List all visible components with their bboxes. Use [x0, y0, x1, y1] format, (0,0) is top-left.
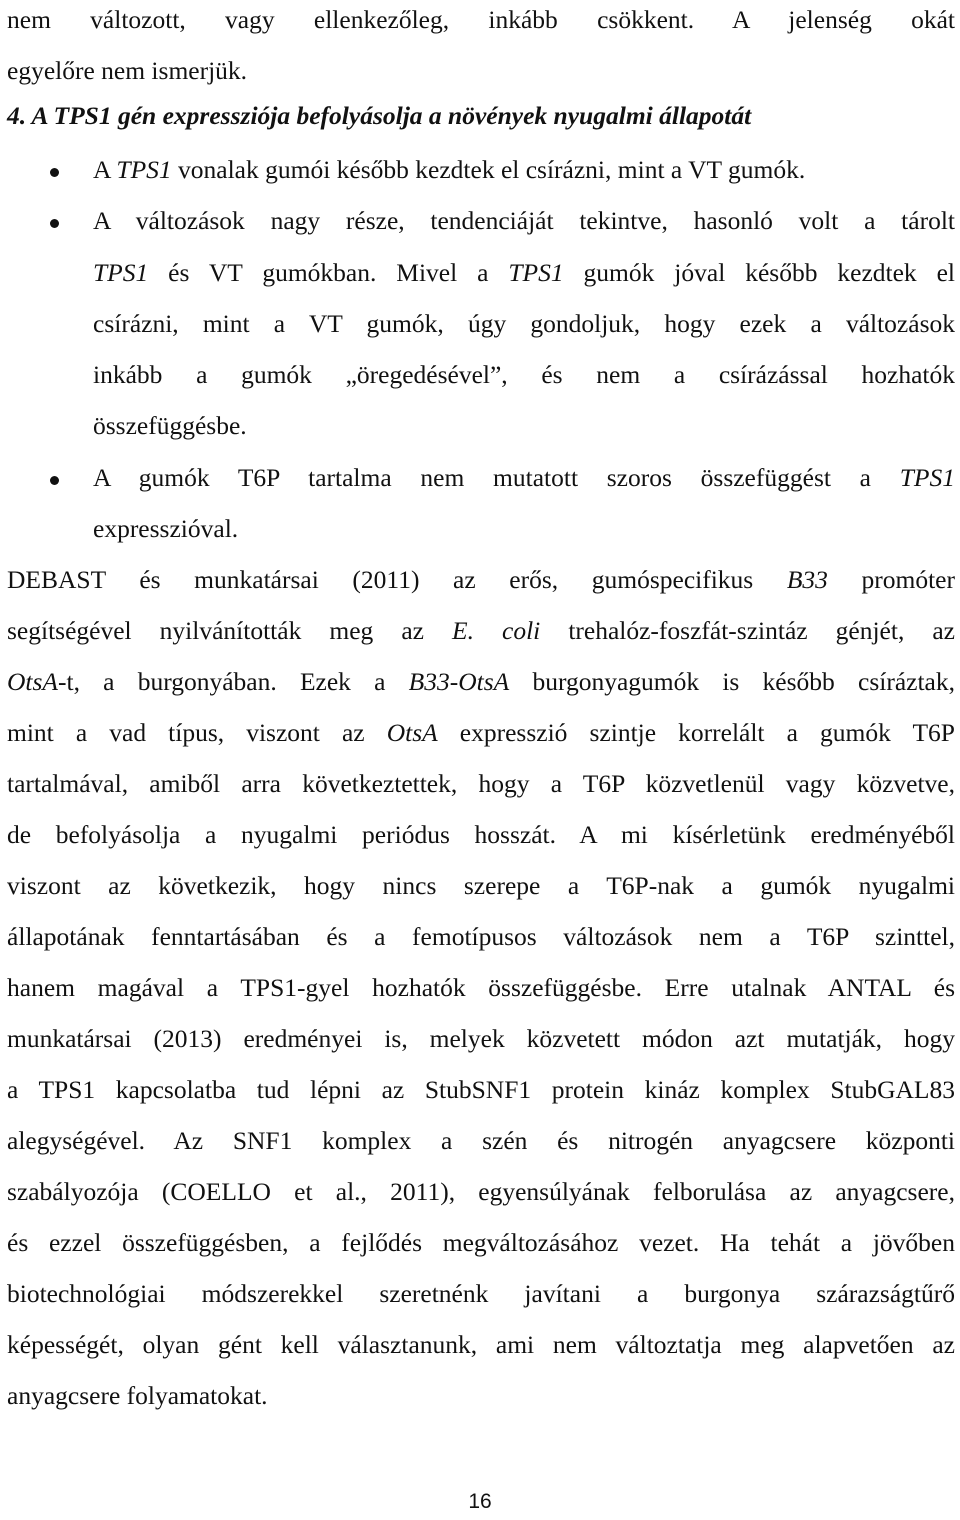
paragraph-line-6: de befolyásolja a nyugalmi periódus hosszát. A mi kísérletünk eredményéből: [7, 820, 955, 849]
paragraph-line-10: munkatársai (2013) eredményei is, melyek közvetett módon azt mutatják, hogy: [7, 1024, 955, 1053]
bullet-item-2-line-2: TPS1 és VT gumókban. Mivel a TPS1 gumók jóval később kezdtek el: [93, 258, 955, 287]
paragraph-line-13: szabályozója (COELLO et al., 2011), egyensúlyának felborulása az anyagcsere,: [7, 1177, 955, 1206]
bullet-item-2-line-1: A változások nagy része, tendenciáját tekintve, hasonló volt a tárolt: [93, 206, 955, 235]
paragraph-line-5: tartalmával, amiből arra következtettek, hogy a T6P közvetlenül vagy közvetve,: [7, 769, 955, 798]
bullet-item-2-line-3: csírázni, mint a VT gumók, úgy gondoljuk, hogy ezek a változások: [93, 309, 955, 338]
paragraph-line-12: alegységével. Az SNF1 komplex a szén és nitrogén anyagcsere központi: [7, 1126, 955, 1155]
text-line-1: nem változott, vagy ellenkezőleg, inkább csökkent. A jelenség okát: [7, 5, 955, 34]
paragraph-line-17: anyagcsere folyamatokat.: [7, 1381, 268, 1410]
paragraph-line-15: biotechnológiai módszerekkel szeretnénk javítani a burgonya szárazságtűrő: [7, 1279, 955, 1308]
paragraph-line-11: a TPS1 kapcsolatba tud lépni az StubSNF1 protein kináz komplex StubGAL83: [7, 1075, 955, 1104]
page-number: 16: [468, 1490, 492, 1513]
section-heading: 4. A TPS1 gén expressziója befolyásolja a növények nyugalmi állapotát: [7, 101, 752, 130]
paragraph-line-14: és ezzel összefüggésben, a fejlődés megváltozásához vezet. Ha tehát a jövőben: [7, 1228, 955, 1257]
bullet-item-3-line-1: A gumók T6P tartalma nem mutatott szoros összefüggést a TPS1: [93, 463, 955, 492]
bullet-item-2-line-5: összefüggésbe.: [93, 411, 247, 440]
bullet-2: [50, 219, 59, 228]
bullet-1: [50, 168, 59, 177]
paragraph-line-4: mint a vad típus, viszont az OtsA expresszió szintje korrelált a gumók T6P: [7, 718, 955, 747]
paragraph-line-1: DEBAST és munkatársai (2011) az erős, gumóspecifikus B33 promóter: [7, 565, 955, 594]
paragraph-line-9: hanem magával a TPS1-gyel hozhatók összefüggésbe. Erre utalnak ANTAL és: [7, 973, 955, 1002]
text-line-2: egyelőre nem ismerjük.: [7, 56, 248, 85]
bullet-item-3-line-2: expresszióval.: [93, 514, 239, 543]
paragraph-line-16: képességét, olyan gént kell választanunk, ami nem változtatja meg alapvetően az: [7, 1330, 955, 1359]
paragraph-line-7: viszont az következik, hogy nincs szerepe a T6P-nak a gumók nyugalmi: [7, 871, 955, 900]
bullet-item-2-line-4: inkább a gumók „öregedésével”, és nem a csírázással hozhatók: [93, 360, 955, 389]
bullet-item-1: A TPS1 vonalak gumói később kezdtek el csírázni, mint a VT gumók.: [93, 155, 806, 184]
bullet-3: [50, 476, 59, 485]
paragraph-line-3: OtsA-t, a burgonyában. Ezek a B33-OtsA burgonyagumók is később csíráztak,: [7, 667, 955, 696]
paragraph-line-2: segítségével nyilvánították meg az E. coli trehalóz-foszfát-szintáz génjét, az: [7, 616, 956, 645]
paragraph-line-8: állapotának fenntartásában és a femotípusos változások nem a T6P szinttel,: [7, 922, 955, 951]
